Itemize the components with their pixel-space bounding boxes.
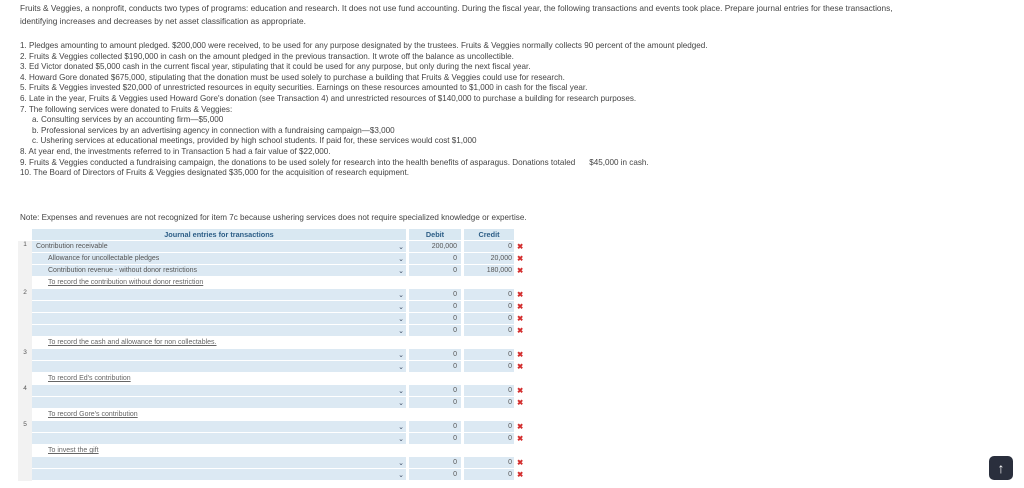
journal-row (18, 325, 527, 337)
chevron-down-icon[interactable]: ⌄ (396, 253, 406, 265)
credit-input[interactable]: 0 (464, 301, 514, 313)
journal-row (18, 397, 527, 409)
credit-input[interactable]: 0 (464, 349, 514, 361)
journal-row (18, 241, 527, 253)
chevron-down-icon[interactable]: ⌄ (396, 433, 406, 445)
list-item: 8. At year end, the investments referred to in Transaction 5 had a fair value of $22,000. (20, 146, 331, 156)
debit-input[interactable]: 0 (409, 265, 461, 277)
x-mark-icon: ✖ (517, 386, 524, 395)
chevron-down-icon[interactable]: ⌄ (396, 385, 406, 397)
entry-memo-text: To record Gore's contribution (48, 411, 138, 418)
chevron-down-icon[interactable]: ⌄ (396, 349, 406, 361)
account-select[interactable] (32, 433, 396, 445)
list-item: 1. Pledges amounting to amount pledged. $200,000 were received, to be used for any purpose designated by the trustees. Fruits & Veggies normally collects 90 percent of the amount pledged. (20, 41, 708, 50)
debit-input[interactable]: 0 (409, 433, 461, 445)
debit-input[interactable]: 0 (409, 385, 461, 397)
x-mark-icon: ✖ (517, 242, 524, 252)
x-mark-icon: ✖ (517, 314, 524, 323)
journal-memo-row (18, 445, 527, 457)
list-subitem: a. Consulting services by an accounting firm—$5,000 (32, 115, 224, 125)
entry-memo-text: To invest the gift (48, 447, 99, 454)
account-select[interactable] (32, 457, 396, 469)
entry-number (18, 457, 32, 481)
debit-input[interactable]: 0 (409, 325, 461, 337)
header-credit: Credit (464, 229, 514, 241)
account-select[interactable] (32, 397, 396, 409)
account-select[interactable]: Contribution revenue - without donor restrictions (32, 265, 396, 277)
note-text: Note: Expenses and revenues are not recognized for item 7c because ushering services does not require specialized knowledge or expertise. (20, 213, 527, 222)
item-9-text: 9. Fruits & Veggies conducted a fundraising campaign, the donations to be used solely for research into the health benefits of asparagus. Donations totaled (20, 157, 576, 167)
list-item: 6. Late in the year, Fruits & Veggies used Howard Gore's donation (see Transaction 4) and unrestricted resources of $140,000 to purchase a building for research purposes. (20, 93, 637, 103)
journal-table (18, 229, 527, 481)
chevron-down-icon[interactable]: ⌄ (396, 265, 406, 277)
journal-row (18, 301, 527, 313)
debit-input[interactable]: 0 (409, 361, 461, 373)
list-item: 3. Ed Victor donated $5,000 cash in the current fiscal year, stipulating that it could be used for any purpose, but only during the next fiscal year. (20, 62, 531, 72)
list-item: 4. Howard Gore donated $675,000, stipulating that the donation must be used solely to purchase a building that Fruits & Veggies could use for research. (20, 72, 565, 82)
x-mark-icon: ✖ (517, 350, 524, 359)
chevron-down-icon[interactable]: ⌄ (396, 301, 406, 313)
chevron-down-icon[interactable]: ⌄ (396, 313, 406, 325)
entry-memo-text: To record Ed's contribution (48, 375, 131, 382)
debit-input[interactable]: 0 (409, 313, 461, 325)
x-mark-icon: ✖ (517, 290, 524, 299)
entry-memo[interactable] (32, 409, 396, 421)
list-item: 2. Fruits & Veggies collected $190,000 in cash on the amount pledged in the previous transaction. It wrote off the balance as uncollectible. (20, 51, 514, 61)
credit-input[interactable]: 0 (464, 457, 514, 469)
item-9-cash: $45,000 in cash. (589, 157, 649, 167)
journal-row (18, 421, 527, 433)
journal-row (18, 265, 527, 277)
credit-input[interactable]: 0 (464, 385, 514, 397)
entry-memo-text: To record the cash and allowance for non collectables. (48, 339, 217, 346)
account-select[interactable] (32, 325, 396, 337)
journal-row (18, 385, 527, 397)
chevron-down-icon[interactable]: ⌄ (396, 397, 406, 409)
list-item (20, 158, 1010, 169)
problem-intro (20, 2, 1010, 27)
journal-memo-row (18, 277, 527, 289)
arrow-up-icon: ↑ (997, 460, 1005, 476)
debit-input[interactable]: 0 (409, 421, 461, 433)
entry-memo[interactable] (32, 277, 396, 289)
account-select[interactable] (32, 421, 396, 433)
chevron-down-icon[interactable]: ⌄ (396, 289, 406, 301)
credit-input[interactable]: 20,000 (464, 253, 514, 265)
account-select[interactable] (32, 349, 396, 361)
journal-memo-row (18, 337, 527, 349)
x-mark-icon: ✖ (517, 254, 524, 263)
account-select[interactable] (32, 361, 396, 373)
credit-input[interactable]: 0 (464, 469, 514, 481)
journal-row (18, 313, 527, 325)
x-mark-icon: ✖ (517, 458, 524, 467)
x-mark-icon: ✖ (517, 470, 524, 479)
credit-input[interactable]: 0 (464, 397, 514, 409)
chevron-down-icon[interactable]: ⌄ (396, 421, 406, 433)
x-mark-icon: ✖ (517, 362, 524, 371)
account-select[interactable] (32, 385, 396, 397)
journal-body (18, 241, 527, 481)
journal-row (18, 433, 527, 445)
journal-memo-row (18, 373, 527, 385)
journal-row (18, 361, 527, 373)
journal-row (18, 289, 527, 301)
account-select[interactable]: Contribution receivable (32, 241, 396, 253)
journal-memo-row (18, 409, 527, 421)
account-select[interactable] (32, 313, 396, 325)
intro-line-2: identifying increases and decreases by net asset classification as appropriate. (20, 15, 306, 26)
account-select[interactable] (32, 289, 396, 301)
intro-line-1: Fruits & Veggies, a nonprofit, conducts two types of programs: education and research. It does not use fund accounting. During the fiscal year, the following transactions and events took place. Prepare journal entries for these transactions, (20, 3, 893, 13)
scroll-top-button[interactable] (989, 456, 1013, 480)
debit-input[interactable]: 0 (409, 253, 461, 265)
entry-number: 1 (18, 241, 32, 289)
entry-number: 4 (18, 385, 32, 421)
account-select[interactable] (32, 301, 396, 313)
list-subitem: b. Professional services by an advertising agency in connection with a fundraising campaign—$3,000 (32, 125, 395, 135)
debit-input[interactable]: 0 (409, 289, 461, 301)
debit-input[interactable]: 0 (409, 469, 461, 481)
journal-header-row (18, 229, 527, 241)
journal-row (18, 349, 527, 361)
entry-memo-text: To record the contribution without donor restriction (48, 279, 204, 286)
entry-memo[interactable] (32, 445, 396, 457)
x-mark-icon: ✖ (517, 422, 524, 431)
list-item: 5. Fruits & Veggies invested $20,000 of unrestricted resources in equity securities. Earnings on these resources amounted to $1,000 in cash for the fiscal year. (20, 83, 588, 93)
credit-input[interactable]: 0 (464, 289, 514, 301)
credit-input[interactable]: 0 (464, 361, 514, 373)
debit-input[interactable]: 0 (409, 349, 461, 361)
header-accounts: Journal entries for transactions (32, 229, 406, 241)
x-mark-icon: ✖ (517, 326, 524, 335)
transaction-list (20, 41, 1010, 179)
header-debit: Debit (409, 229, 461, 241)
chevron-down-icon[interactable]: ⌄ (396, 325, 406, 337)
credit-input[interactable]: 0 (464, 325, 514, 337)
credit-input[interactable]: 0 (464, 421, 514, 433)
credit-input[interactable]: 0 (464, 313, 514, 325)
x-mark-icon: ✖ (517, 398, 524, 407)
journal-row (18, 253, 527, 265)
chevron-down-icon[interactable]: ⌄ (396, 241, 406, 253)
entry-memo[interactable] (32, 373, 396, 385)
x-mark-icon: ✖ (517, 302, 524, 311)
account-select[interactable] (32, 469, 396, 481)
account-select[interactable]: Allowance for uncollectable pledges (32, 253, 396, 265)
list-subitem: c. Ushering services at educational meetings, provided by high school students. If paid for, these services would cost $1,000 (32, 136, 477, 146)
debit-input[interactable]: 0 (409, 397, 461, 409)
journal-row (18, 469, 527, 481)
entry-number: 3 (18, 349, 32, 385)
x-mark-icon: ✖ (517, 266, 524, 275)
debit-input[interactable]: 0 (409, 457, 461, 469)
entry-memo[interactable] (32, 337, 396, 349)
credit-input[interactable]: 0 (464, 241, 514, 253)
chevron-down-icon[interactable]: ⌄ (396, 457, 406, 469)
credit-input[interactable]: 0 (464, 433, 514, 445)
credit-input[interactable]: 180,000 (464, 265, 514, 277)
debit-input[interactable]: 0 (409, 301, 461, 313)
debit-input[interactable]: 200,000 (409, 241, 461, 253)
entry-number: 5 (18, 421, 32, 457)
x-mark-icon: ✖ (517, 434, 524, 443)
chevron-down-icon[interactable]: ⌄ (396, 469, 406, 481)
journal-row (18, 457, 527, 469)
chevron-down-icon[interactable]: ⌄ (396, 361, 406, 373)
list-item: 7. The following services were donated to Fruits & Veggies: (20, 104, 233, 114)
entry-number: 2 (18, 289, 32, 349)
list-item: 10. The Board of Directors of Fruits & Veggies designated $35,000 for the acquisition of research equipment. (20, 168, 410, 178)
